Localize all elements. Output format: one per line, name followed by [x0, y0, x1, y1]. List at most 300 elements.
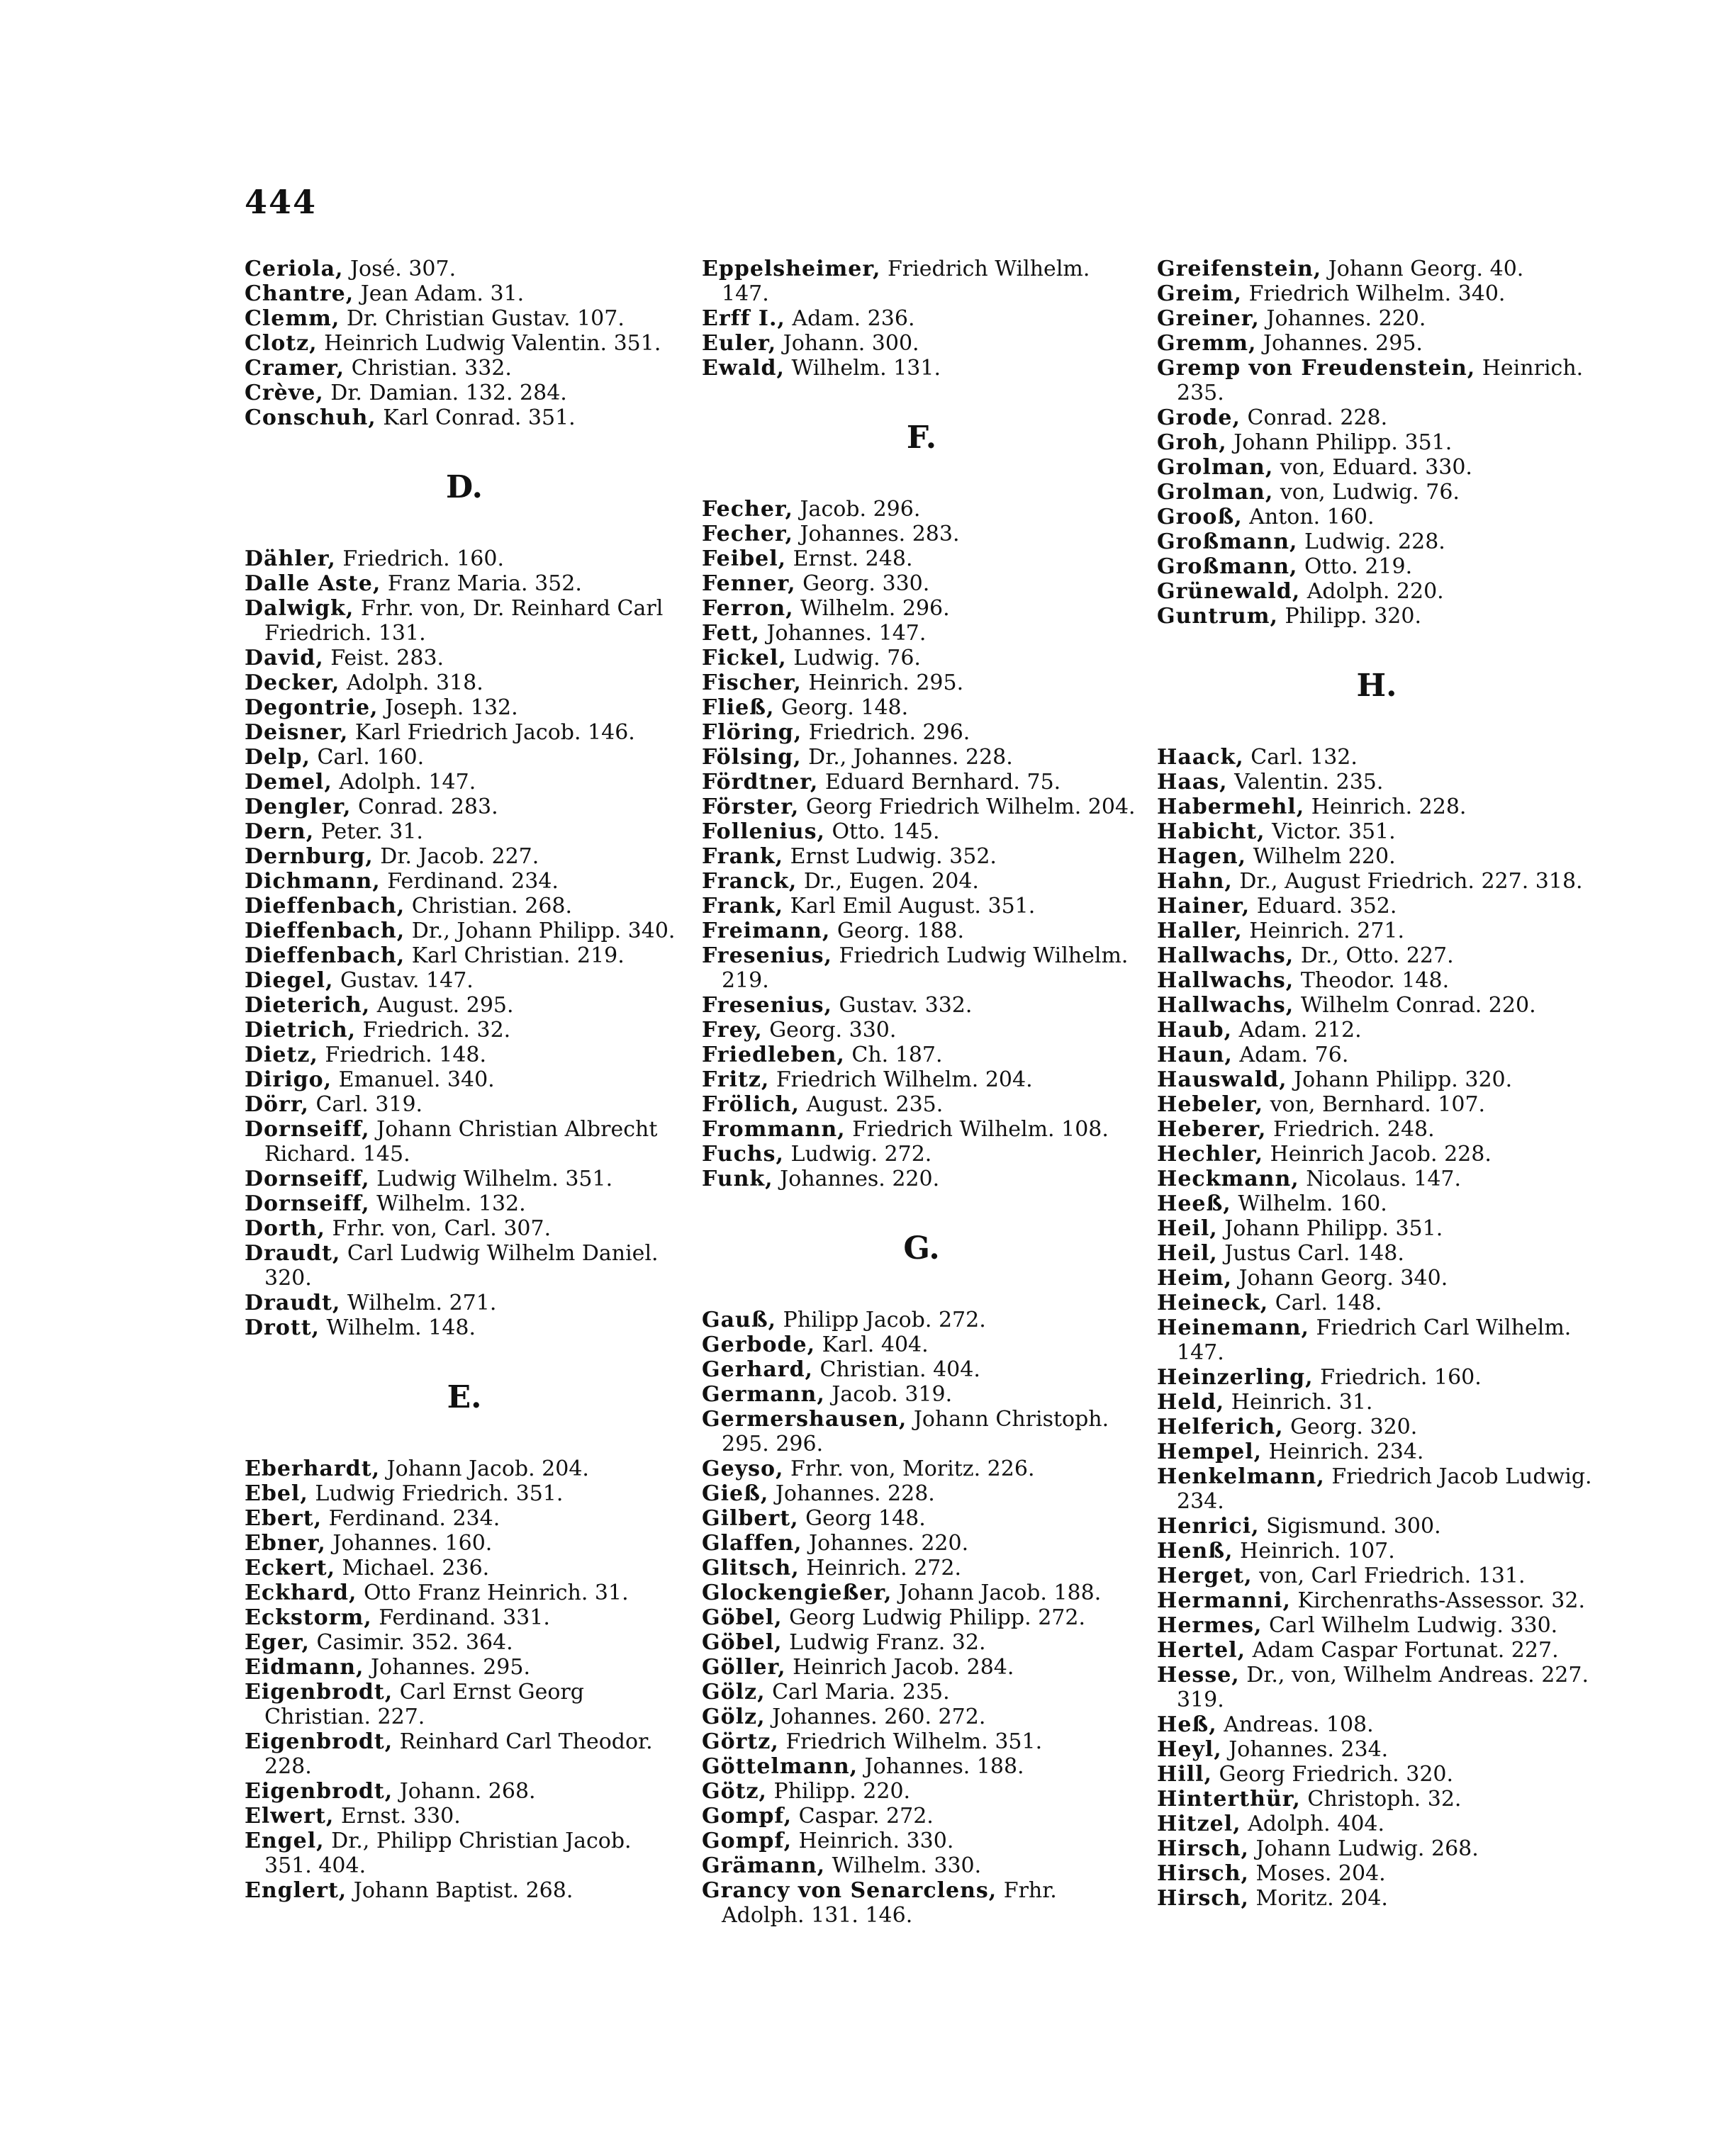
entry-surname: Fördtner,	[702, 770, 819, 795]
index-column-3	[1157, 257, 1596, 1911]
index-entry	[1157, 1563, 1596, 1588]
entry-surname: Glockengießer,	[702, 1580, 893, 1605]
index-entry	[245, 1556, 684, 1580]
index-entry	[245, 795, 684, 819]
entry-surname: Eckhard,	[245, 1580, 357, 1605]
index-entry	[702, 1878, 1141, 1928]
index-entry	[245, 1878, 684, 1903]
entry-details: Carl Ludwig Wilhelm Daniel. 320.	[264, 1241, 659, 1291]
entry-details: Jacob. 296.	[800, 497, 921, 522]
index-entry	[702, 1357, 1141, 1382]
index-entry	[702, 919, 1141, 943]
entry-details: Johannes. 283.	[800, 522, 960, 546]
entry-details: Friedrich Wilhelm. 108.	[852, 1117, 1109, 1142]
entry-surname: Greiner,	[1157, 306, 1260, 331]
entry-details: Reinhard Carl Theodor. 228.	[264, 1729, 653, 1779]
entry-surname: Ferron,	[702, 596, 794, 621]
entry-details: Heinrich. 235.	[1177, 356, 1584, 405]
entry-details: Johannes. 260. 272.	[772, 1705, 986, 1729]
entry-details: Friedrich Wilhelm. 204.	[776, 1067, 1033, 1092]
entry-details: Friedrich Jacob Ludwig. 234.	[1177, 1464, 1592, 1514]
entry-details: Jacob. 319.	[832, 1382, 953, 1407]
entry-surname: Fett,	[702, 621, 760, 646]
index-entry	[245, 646, 684, 670]
entry-surname: Herget,	[1157, 1563, 1253, 1588]
entry-surname: Eidmann,	[245, 1655, 364, 1680]
entry-surname: Dieffenbach,	[245, 943, 405, 968]
entry-details: Theodor. 148.	[1300, 968, 1450, 993]
index-entry	[1157, 331, 1596, 356]
entry-details: Johann. 268.	[399, 1779, 536, 1804]
entry-surname: Deisner,	[245, 720, 349, 745]
index-entry	[245, 1216, 684, 1241]
entry-details: Philipp. 320.	[1285, 604, 1422, 629]
entry-surname: Grolman,	[1157, 480, 1274, 505]
entry-surname: Draudt,	[245, 1291, 341, 1315]
entry-details: Dr., August Friedrich. 227. 318.	[1239, 869, 1583, 894]
index-entry	[702, 546, 1141, 571]
entry-details: Sigismund. 300.	[1266, 1514, 1441, 1539]
entry-details: Dr. Jacob. 227.	[380, 844, 539, 869]
index-entry	[1157, 1787, 1596, 1812]
entry-details: Friedrich Wilhelm. 147.	[722, 257, 1090, 306]
index-entry	[245, 1291, 684, 1315]
entry-details: Ludwig Friedrich. 351.	[315, 1481, 564, 1506]
entry-details: Georg. 330.	[802, 571, 930, 596]
entry-surname: Clemm,	[245, 306, 340, 331]
entry-details: von, Ludwig. 76.	[1280, 480, 1460, 505]
index-entry	[1157, 1663, 1596, 1712]
index-entry	[702, 1556, 1141, 1580]
entry-details: Johannes. 220.	[809, 1531, 969, 1556]
entry-surname: Frank,	[702, 844, 784, 869]
entry-surname: Eger,	[245, 1630, 310, 1655]
entry-surname: Görtz,	[702, 1729, 779, 1754]
index-entry	[1157, 1415, 1596, 1439]
entry-surname: Förster,	[702, 795, 800, 819]
entry-surname: Hinterthür,	[1157, 1787, 1301, 1812]
entry-surname: Heinzerling,	[1157, 1365, 1314, 1390]
entry-details: Conrad. 228.	[1247, 405, 1388, 430]
index-entry	[245, 1779, 684, 1804]
entry-details: Johann Christian Albrecht Richard. 145.	[264, 1117, 658, 1167]
entry-surname: Grolman,	[1157, 455, 1274, 480]
entry-surname: Dorth,	[245, 1216, 325, 1241]
entry-surname: Grünewald,	[1157, 579, 1301, 604]
index-entry	[702, 1580, 1141, 1605]
index-entry	[1157, 968, 1596, 993]
entry-details: Wilhelm. 160.	[1238, 1191, 1387, 1216]
index-entry	[245, 1655, 684, 1680]
entry-surname: Heil,	[1157, 1216, 1218, 1241]
index-entry	[1157, 1167, 1596, 1191]
entry-details: Friedrich. 148.	[325, 1043, 487, 1067]
index-entry	[245, 405, 684, 430]
index-entry	[1157, 579, 1596, 604]
entry-details: Johann Ludwig. 268.	[1255, 1836, 1479, 1861]
index-entry	[1157, 1762, 1596, 1787]
entry-surname: Heim,	[1157, 1266, 1233, 1291]
entry-surname: Guntrum,	[1157, 604, 1278, 629]
index-entry	[702, 306, 1141, 331]
index-entry	[245, 306, 684, 331]
index-entry	[245, 844, 684, 869]
entry-details: Heinrich Ludwig Valentin. 351.	[324, 331, 661, 356]
index-entry	[245, 1829, 684, 1878]
index-entry	[245, 869, 684, 894]
index-entry	[245, 1117, 684, 1167]
entry-surname: Dähler,	[245, 546, 336, 571]
entry-details: von, Eduard. 330.	[1280, 455, 1472, 480]
index-entry	[245, 919, 684, 943]
index-entry	[1157, 281, 1596, 306]
entry-details: Ernst Ludwig. 352.	[790, 844, 997, 869]
entry-surname: Germershausen,	[702, 1407, 907, 1432]
entry-surname: Diegel,	[245, 968, 334, 993]
entry-details: Friedrich. 248.	[1273, 1117, 1435, 1142]
entry-details: Johannes. 228.	[775, 1481, 935, 1506]
index-entry	[702, 1605, 1141, 1630]
entry-surname: Hitzel,	[1157, 1812, 1241, 1836]
entry-details: Carl Ernst Georg Christian. 227.	[264, 1680, 584, 1729]
entry-details: Wilhelm. 148.	[326, 1315, 476, 1340]
entry-surname: Hermanni,	[1157, 1588, 1291, 1613]
index-entry	[245, 670, 684, 695]
entry-surname: Eppelsheimer,	[702, 257, 881, 281]
index-entry	[702, 1705, 1141, 1729]
entry-details: Heinrich. 228.	[1311, 795, 1467, 819]
entry-surname: Gerhard,	[702, 1357, 813, 1382]
entry-surname: Draudt,	[245, 1241, 341, 1266]
entry-surname: Fenner,	[702, 571, 796, 596]
entry-surname: Engel,	[245, 1829, 325, 1853]
entry-details: Gustav. 147.	[340, 968, 474, 993]
section-letter: D.	[446, 469, 483, 505]
entry-surname: Helferich,	[1157, 1415, 1284, 1439]
entry-surname: Fecher,	[702, 522, 793, 546]
index-entry	[1157, 894, 1596, 919]
index-entry	[1157, 844, 1596, 869]
index-entry	[1157, 1886, 1596, 1911]
entry-surname: Delp,	[245, 745, 310, 770]
entry-surname: Heeß,	[1157, 1191, 1231, 1216]
entry-details: Ferdinand. 234.	[328, 1506, 500, 1531]
index-entry	[245, 596, 684, 646]
entry-surname: Gauß,	[702, 1308, 777, 1332]
index-entry	[1157, 405, 1596, 430]
index-entry	[1157, 554, 1596, 579]
index-entry	[1157, 1092, 1596, 1117]
entry-surname: Göller,	[702, 1655, 786, 1680]
entry-surname: Dieffenbach,	[245, 894, 405, 919]
entry-surname: Heß,	[1157, 1712, 1217, 1737]
entry-details: Adam. 76.	[1239, 1043, 1349, 1067]
entry-surname: Hainer,	[1157, 894, 1250, 919]
entry-details: Georg. 148.	[780, 695, 909, 720]
index-entry	[1157, 869, 1596, 894]
entry-surname: Heckmann,	[1157, 1167, 1299, 1191]
index-entry	[702, 795, 1141, 819]
section-letter: F.	[906, 420, 937, 456]
index-entry	[702, 497, 1141, 522]
entry-details: Feist. 283.	[330, 646, 444, 670]
index-entry	[245, 1531, 684, 1556]
index-entry	[702, 1506, 1141, 1531]
entry-details: Dr., Otto. 227.	[1300, 943, 1454, 968]
entry-surname: Gompf,	[702, 1804, 793, 1829]
entry-surname: Henrici,	[1157, 1514, 1260, 1539]
entry-surname: Eigenbrodt,	[245, 1779, 393, 1804]
index-entry	[702, 819, 1141, 844]
entry-details: Georg. 330.	[769, 1018, 897, 1043]
entry-details: Carl Maria. 235.	[772, 1680, 950, 1705]
entry-details: Friedrich. 160.	[342, 546, 505, 571]
index-entry	[245, 257, 684, 281]
entry-details: Friedrich Carl Wilhelm. 147.	[1177, 1315, 1572, 1365]
index-entry	[1157, 919, 1596, 943]
entry-surname: Dieffenbach,	[245, 919, 405, 943]
section-letter: E.	[447, 1379, 482, 1415]
index-entry	[245, 1605, 684, 1630]
entry-details: August. 295.	[376, 993, 514, 1018]
entry-details: Johannes. 295.	[1263, 331, 1423, 356]
entry-surname: Gilbert,	[702, 1506, 799, 1531]
index-entry	[1157, 1241, 1596, 1266]
entry-surname: Gieß,	[702, 1481, 769, 1506]
entry-details: Anton. 160.	[1249, 505, 1375, 529]
entry-details: Moritz. 204.	[1255, 1886, 1388, 1911]
entry-surname: Frey,	[702, 1018, 763, 1043]
entry-surname: Eckstorm,	[245, 1605, 372, 1630]
entry-details: Joseph. 132.	[385, 695, 518, 720]
index-entry	[245, 381, 684, 405]
index-entry	[245, 1481, 684, 1506]
entry-details: Andreas. 108.	[1224, 1712, 1374, 1737]
entry-details: Johannes. 295.	[371, 1655, 531, 1680]
entry-details: Friedrich. 32.	[362, 1018, 511, 1043]
entry-surname: Hirsch,	[1157, 1861, 1249, 1886]
index-entry	[1157, 1266, 1596, 1291]
index-entry	[702, 1142, 1141, 1167]
index-entry	[1157, 1588, 1596, 1613]
entry-surname: Fresenius,	[702, 943, 832, 968]
entry-details: Philipp. 220.	[773, 1779, 911, 1804]
index-entry	[1157, 1812, 1596, 1836]
entry-details: Johannes. 220.	[780, 1167, 940, 1191]
entry-surname: Großmann,	[1157, 529, 1298, 554]
entry-surname: Großmann,	[1157, 554, 1298, 579]
index-entry	[245, 943, 684, 968]
index-entry	[1157, 1861, 1596, 1886]
entry-surname: Dornseiff,	[245, 1117, 370, 1142]
index-entry	[702, 695, 1141, 720]
entry-surname: Hebeler,	[1157, 1092, 1264, 1117]
entry-surname: Göbel,	[702, 1605, 783, 1630]
entry-surname: Held,	[1157, 1390, 1225, 1415]
entry-surname: Hahn,	[1157, 869, 1233, 894]
entry-details: Heinrich Jacob. 228.	[1270, 1142, 1492, 1167]
index-entry	[1157, 1464, 1596, 1514]
entry-surname: Heineck,	[1157, 1291, 1269, 1315]
entry-details: Adolph. 147.	[339, 770, 476, 795]
entry-details: Caspar. 272.	[798, 1804, 934, 1829]
entry-details: Christian. 268.	[411, 894, 573, 919]
entry-details: Valentin. 235.	[1234, 770, 1384, 795]
entry-surname: Decker,	[245, 670, 340, 695]
entry-details: Friedrich Ludwig Wilhelm. 219.	[722, 943, 1129, 993]
entry-details: von, Bernhard. 107.	[1270, 1092, 1486, 1117]
entry-details: Justus Carl. 148.	[1224, 1241, 1404, 1266]
index-entry	[245, 1018, 684, 1043]
entry-surname: Habicht,	[1157, 819, 1265, 844]
entry-surname: Flöring,	[702, 720, 802, 745]
entry-details: Johannes. 188.	[864, 1754, 1024, 1779]
entry-surname: Heyl,	[1157, 1737, 1222, 1762]
entry-details: Adolph. 220.	[1306, 579, 1444, 604]
entry-surname: Göbel,	[702, 1630, 783, 1655]
entry-details: Johann Jacob. 188.	[898, 1580, 1102, 1605]
index-entry	[702, 770, 1141, 795]
index-entry	[245, 993, 684, 1018]
entry-surname: Frölich,	[702, 1092, 800, 1117]
entry-surname: Fecher,	[702, 497, 793, 522]
entry-surname: Gölz,	[702, 1680, 766, 1705]
entry-details: Adam. 236.	[792, 306, 915, 331]
entry-details: Wilhelm. 271.	[347, 1291, 497, 1315]
index-entry	[702, 522, 1141, 546]
entry-details: Johannes. 160.	[332, 1531, 493, 1556]
entry-surname: Fritz,	[702, 1067, 770, 1092]
index-entry	[1157, 1638, 1596, 1663]
index-entry	[702, 1655, 1141, 1680]
entry-details: Frhr. Adolph. 131. 146.	[722, 1878, 1057, 1928]
entry-details: Georg. 320.	[1290, 1415, 1418, 1439]
entry-details: Johann Georg. 40.	[1328, 257, 1524, 281]
index-entry	[1157, 604, 1596, 629]
entry-surname: Hauswald,	[1157, 1067, 1287, 1092]
index-entry	[1157, 430, 1596, 455]
entry-details: Adolph. 318.	[346, 670, 483, 695]
entry-surname: Conschuh,	[245, 405, 376, 430]
entry-surname: Demel,	[245, 770, 332, 795]
entry-surname: Göttelmann,	[702, 1754, 858, 1779]
entry-details: August. 235.	[806, 1092, 944, 1117]
entry-details: Johann Christoph. 295. 296.	[722, 1407, 1109, 1456]
entry-surname: Erff I.,	[702, 306, 785, 331]
entry-details: Franz Maria. 352.	[387, 571, 582, 596]
entry-details: Ernst. 330.	[340, 1804, 461, 1829]
entry-surname: Hermes,	[1157, 1613, 1263, 1638]
entry-surname: Grooß,	[1157, 505, 1243, 529]
index-entry	[245, 546, 684, 571]
index-entry	[1157, 819, 1596, 844]
entry-details: Christian. 404.	[819, 1357, 980, 1382]
entry-surname: Fickel,	[702, 646, 787, 670]
index-entry	[1157, 505, 1596, 529]
index-entry	[245, 1456, 684, 1481]
entry-details: Karl Conrad. 351.	[383, 405, 576, 430]
entry-details: Kirchenraths-Assessor. 32.	[1297, 1588, 1586, 1613]
entry-surname: Greifenstein,	[1157, 257, 1322, 281]
entry-surname: Habermehl,	[1157, 795, 1305, 819]
entry-surname: Eigenbrodt,	[245, 1729, 393, 1754]
entry-surname: Hallwachs,	[1157, 943, 1294, 968]
entry-details: Carl. 148.	[1275, 1291, 1382, 1315]
entry-details: Ernst. 248.	[793, 546, 913, 571]
index-entry	[1157, 1712, 1596, 1737]
entry-details: Heinrich. 234.	[1268, 1439, 1424, 1464]
entry-details: Carl. 160.	[317, 745, 425, 770]
index-entry	[1157, 745, 1596, 770]
entry-surname: Fuchs,	[702, 1142, 784, 1167]
entry-details: Dr., Philipp Christian Jacob. 351. 404.	[264, 1829, 632, 1878]
index-entry	[1157, 1117, 1596, 1142]
entry-surname: Hallwachs,	[1157, 968, 1294, 993]
index-entry	[702, 1729, 1141, 1754]
entry-surname: Heberer,	[1157, 1117, 1267, 1142]
entry-surname: Dietrich,	[245, 1018, 357, 1043]
entry-details: Ludwig Wilhelm. 351.	[376, 1167, 613, 1191]
index-entry	[245, 1680, 684, 1729]
entry-surname: Henkelmann,	[1157, 1464, 1325, 1489]
entry-details: Johann Philipp. 351.	[1233, 430, 1453, 455]
entry-details: Frhr. von, Moritz. 226.	[790, 1456, 1035, 1481]
entry-details: Friedrich. 296.	[808, 720, 970, 745]
index-entry	[1157, 795, 1596, 819]
entry-surname: Englert,	[245, 1878, 347, 1903]
index-entry	[245, 331, 684, 356]
entry-surname: Germann,	[702, 1382, 825, 1407]
index-entry	[1157, 1315, 1596, 1365]
entry-details: Georg Friedrich Wilhelm. 204.	[805, 795, 1136, 819]
index-entry	[702, 720, 1141, 745]
index-entry	[702, 1092, 1141, 1117]
entry-surname: Freimann,	[702, 919, 831, 943]
entry-surname: Dern,	[245, 819, 315, 844]
entry-surname: Eigenbrodt,	[245, 1680, 393, 1705]
entry-details: Wilhelm Conrad. 220.	[1300, 993, 1536, 1018]
entry-surname: Gölz,	[702, 1705, 766, 1729]
index-entry	[702, 1456, 1141, 1481]
index-entry	[702, 844, 1141, 869]
entry-surname: Frank,	[702, 894, 784, 919]
entry-details: Wilhelm. 330.	[832, 1853, 982, 1878]
index-entry	[702, 1680, 1141, 1705]
entry-details: Carl. 132.	[1250, 745, 1358, 770]
entry-surname: Dengler,	[245, 795, 352, 819]
entry-details: Casimir. 352. 364.	[316, 1630, 513, 1655]
entry-details: Victor. 351.	[1272, 819, 1396, 844]
index-entry	[245, 894, 684, 919]
entry-details: Johann Georg. 340.	[1238, 1266, 1448, 1291]
entry-details: Emanuel. 340.	[338, 1067, 495, 1092]
index-entry	[1157, 1216, 1596, 1241]
index-entry	[245, 720, 684, 745]
entry-details: Karl Christian. 219.	[411, 943, 625, 968]
entry-details: Wilhelm. 296.	[800, 596, 950, 621]
entry-details: Michael. 236.	[342, 1556, 490, 1580]
index-entry	[1157, 480, 1596, 505]
index-entry	[702, 745, 1141, 770]
entry-surname: Hechler,	[1157, 1142, 1264, 1167]
entry-details: Peter. 31.	[320, 819, 423, 844]
entry-details: Philipp Jacob. 272.	[783, 1308, 986, 1332]
index-entry	[245, 1241, 684, 1291]
page-number: 444	[245, 183, 318, 221]
entry-details: Christian. 332.	[351, 356, 512, 381]
entry-surname: Fresenius,	[702, 993, 832, 1018]
entry-surname: Hertel,	[1157, 1638, 1246, 1663]
